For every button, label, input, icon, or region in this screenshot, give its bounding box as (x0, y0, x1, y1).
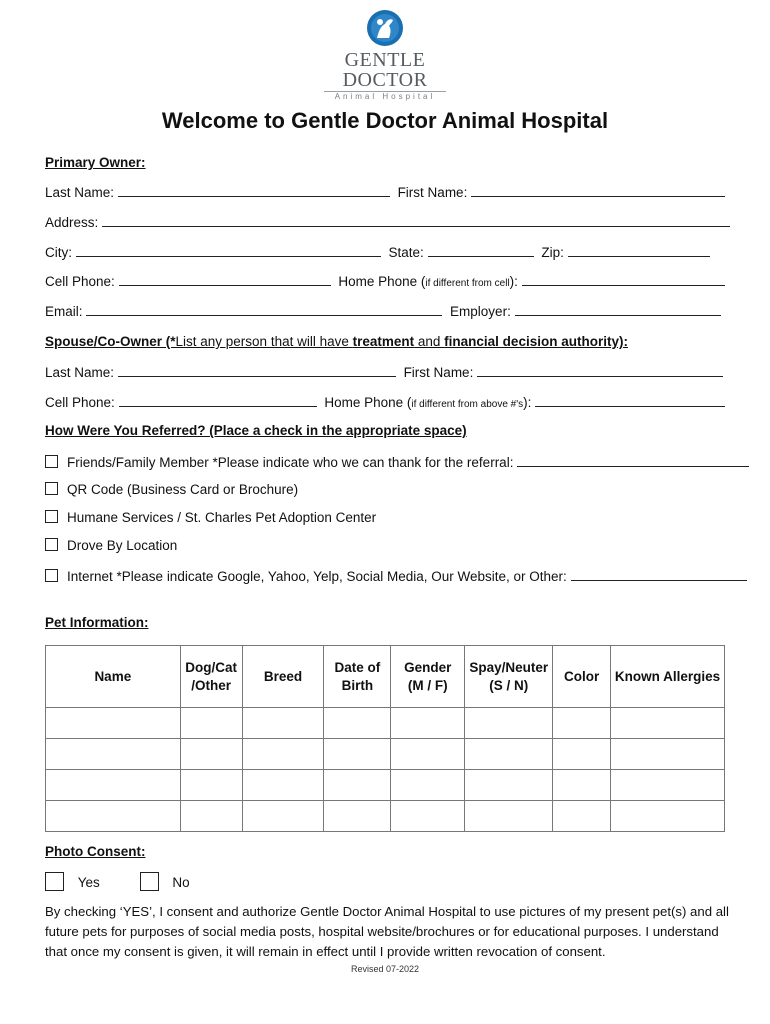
column-header (391, 646, 465, 708)
spouse-header-c: treatment (352, 334, 415, 349)
table-cell[interactable] (180, 739, 242, 770)
spouse-last-name-field[interactable] (118, 363, 396, 377)
table-cell[interactable] (242, 739, 324, 770)
referral-header: How Were You Referred? (Place a check in the appropriate space) (45, 423, 467, 438)
city-label: City: (45, 245, 72, 260)
column-header-line: Color (564, 668, 600, 684)
email-label: Email: (45, 304, 83, 319)
referral-option-label: Friends/Family Member *Please indicate who we can thank for the referral: (67, 455, 514, 470)
spouse-cell-phone-field[interactable] (119, 393, 317, 407)
logo-subtitle: Animal Hospital (324, 91, 446, 102)
referral-option (45, 567, 747, 586)
table-cell[interactable] (611, 739, 725, 770)
table-cell[interactable] (46, 801, 181, 832)
yes-label: Yes (77, 875, 100, 890)
referral-checkbox[interactable] (45, 569, 58, 582)
table-cell[interactable] (391, 801, 465, 832)
referral-option (45, 453, 749, 472)
table-cell[interactable] (465, 708, 553, 739)
table-cell[interactable] (465, 801, 553, 832)
referral-option-label: QR Code (Business Card or Brochure) (67, 482, 299, 497)
column-header (180, 646, 242, 708)
table-cell[interactable] (242, 770, 324, 801)
table-row (46, 739, 725, 770)
referral-option (45, 537, 177, 555)
no-checkbox[interactable] (140, 872, 159, 891)
table-cell[interactable] (242, 801, 324, 832)
employer-field[interactable] (515, 302, 721, 316)
table-row (46, 801, 725, 832)
photo-consent-options (45, 872, 190, 892)
referral-option (45, 509, 376, 527)
last-name-field[interactable] (118, 183, 390, 197)
spouse-home-phone-close: ): (523, 395, 532, 410)
referral-checkbox[interactable] (45, 510, 58, 523)
column-header (611, 646, 725, 708)
table-cell[interactable] (553, 801, 611, 832)
spouse-home-phone-label: Home Phone ( (324, 395, 412, 410)
table-cell[interactable] (324, 801, 391, 832)
table-cell[interactable] (391, 739, 465, 770)
column-header (465, 646, 553, 708)
table-cell[interactable] (180, 708, 242, 739)
spouse-header-e: financial decision authority): (444, 334, 628, 349)
home-phone-note: if different from cell (425, 278, 510, 289)
table-body (46, 708, 725, 832)
state-label: State: (388, 245, 424, 260)
logo-name: GENTLE DOCTOR (342, 49, 428, 91)
spouse-home-phone-note: if different from above #'s (411, 399, 524, 410)
table-cell[interactable] (46, 770, 181, 801)
column-header-line: Birth (341, 677, 374, 693)
table-cell[interactable] (324, 739, 391, 770)
employer-label: Employer: (450, 304, 511, 319)
table-cell[interactable] (611, 801, 725, 832)
email-field[interactable] (86, 302, 442, 316)
referral-checkbox[interactable] (45, 538, 58, 551)
first-name-field[interactable] (471, 183, 725, 197)
column-header-line: (S / N) (489, 677, 529, 693)
home-phone-label: Home Phone ( (338, 274, 426, 289)
table-cell[interactable] (391, 708, 465, 739)
table-cell[interactable] (324, 770, 391, 801)
table-cell[interactable] (465, 739, 553, 770)
cell-phone-field[interactable] (119, 272, 331, 286)
pet-info-table (45, 645, 725, 832)
referral-checkbox[interactable] (45, 455, 58, 468)
spouse-phone-row (45, 393, 725, 414)
pet-info-header: Pet Information: (45, 615, 149, 630)
email-employer-row (45, 302, 721, 321)
table-cell[interactable] (180, 770, 242, 801)
dog-doctor-logo-icon (365, 8, 405, 48)
last-name-label: Last Name: (45, 185, 115, 200)
column-header (242, 646, 324, 708)
photo-consent-header: Photo Consent: (45, 844, 146, 859)
table-cell[interactable] (465, 770, 553, 801)
home-phone-field[interactable] (522, 272, 725, 286)
spouse-last-name-label: Last Name: (45, 365, 115, 380)
revised-date: Revised 07-2022 (350, 964, 420, 974)
table-cell[interactable] (180, 801, 242, 832)
column-header-line: Spay/Neuter (469, 659, 549, 675)
referral-option-label: Humane Services / St. Charles Pet Adoption Center (67, 510, 377, 525)
spouse-cell-phone-label: Cell Phone: (45, 395, 115, 410)
home-phone-close: ): (509, 274, 518, 289)
zip-field[interactable] (568, 243, 710, 257)
referral-internet-field[interactable] (571, 567, 747, 581)
table-cell[interactable] (553, 739, 611, 770)
primary-owner-header: Primary Owner: (45, 155, 146, 170)
city-field[interactable] (76, 243, 381, 257)
photo-consent-text: By checking ‘YES’, I consent and authorize Gentle Doctor Animal Hospital to use pictures of my present pet(s) and all future pets for purposes of social media posts, hospital website/brochures or for educational purposes. I understand that once my consent is given, it will remain in effect until I provide written revocation of consent. (45, 904, 729, 959)
spouse-first-name-field[interactable] (477, 363, 723, 377)
referral-option-label: Internet *Please indicate Google, Yahoo, Yelp, Social Media, Our Website, or Other: (67, 569, 567, 584)
column-header-line: (M / F) (407, 677, 448, 693)
column-header-line: Dog/Cat (185, 659, 237, 675)
address-label: Address: (45, 215, 99, 230)
table-cell[interactable] (611, 770, 725, 801)
table-row (46, 770, 725, 801)
page-title: Welcome to Gentle Doctor Animal Hospital (161, 108, 609, 133)
column-header-line: Known Allergies (614, 668, 721, 684)
table-row (46, 708, 725, 739)
city-state-zip-row (45, 243, 710, 262)
column-header (46, 646, 181, 708)
column-header-line: Breed (263, 668, 303, 684)
hospital-logo (300, 8, 470, 101)
address-row (45, 213, 730, 232)
spouse-header-a: Spouse/Co-Owner (* (45, 334, 176, 349)
table-cell[interactable] (391, 770, 465, 801)
yes-checkbox[interactable] (45, 872, 64, 891)
column-header (553, 646, 611, 708)
spouse-first-name-label: First Name: (403, 365, 474, 380)
table-cell[interactable] (553, 770, 611, 801)
state-field[interactable] (428, 243, 534, 257)
address-field[interactable] (102, 213, 730, 227)
column-header-line: Gender (404, 659, 452, 675)
table-cell[interactable] (46, 708, 181, 739)
first-name-label: First Name: (397, 185, 468, 200)
referral-option-label: Drove By Location (67, 538, 178, 553)
referral-option (45, 481, 298, 499)
table-cell[interactable] (611, 708, 725, 739)
zip-label: Zip: (541, 245, 564, 260)
cell-phone-label: Cell Phone: (45, 274, 115, 289)
column-header-line: Date of (334, 659, 381, 675)
table-cell[interactable] (324, 708, 391, 739)
phone-row (45, 272, 725, 293)
spouse-header (45, 333, 628, 351)
primary-name-row (45, 183, 725, 202)
table-cell[interactable] (553, 708, 611, 739)
spouse-header-b: List any person that will have (175, 334, 353, 349)
table-header-row (46, 646, 725, 708)
spouse-name-row (45, 363, 723, 382)
referral-name-field[interactable] (517, 453, 749, 467)
spouse-home-phone-field[interactable] (535, 393, 725, 407)
no-label: No (172, 875, 190, 890)
spouse-header-d: and (414, 334, 445, 349)
referral-checkbox[interactable] (45, 482, 58, 495)
column-header (324, 646, 391, 708)
table-cell[interactable] (242, 708, 324, 739)
column-header-line: /Other (191, 677, 232, 693)
column-header-line: Name (94, 668, 132, 684)
table-cell[interactable] (46, 739, 181, 770)
